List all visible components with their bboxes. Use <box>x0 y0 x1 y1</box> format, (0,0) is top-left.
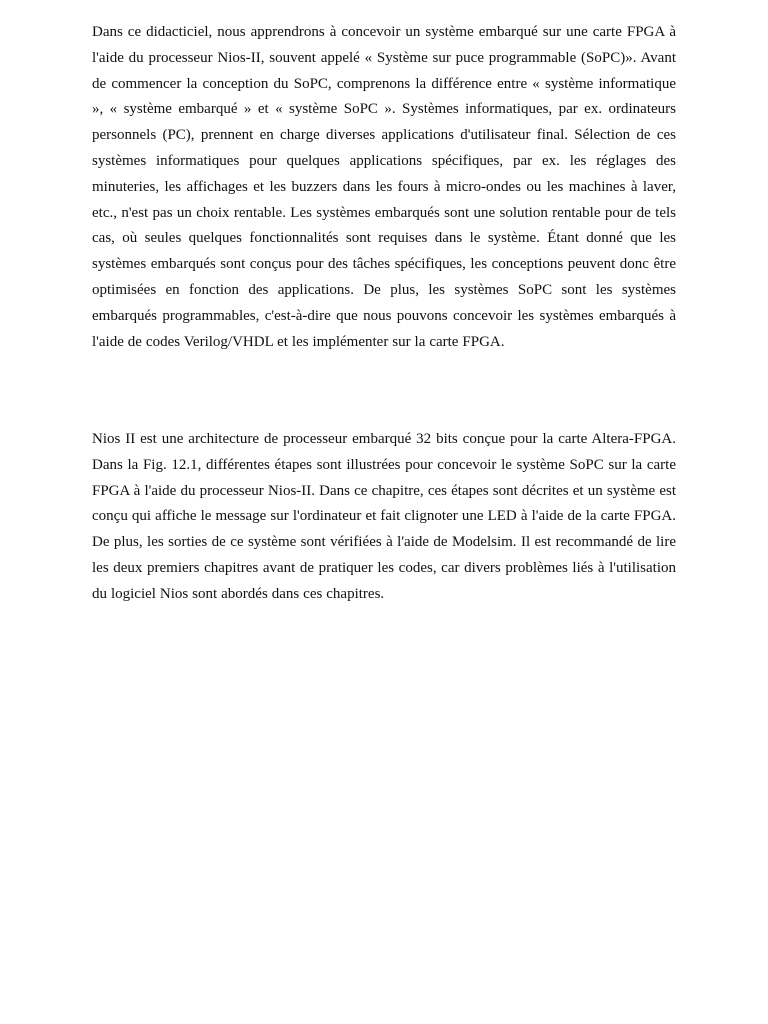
paragraph-nios-ii: Nios II est une architecture de processeur embarqué 32 bits conçue pour la carte Altera-FPGA. Dans la Fig. 12.1, différentes étapes sont illustrées pour concevoir le système SoPC sur la carte FPGA à l'aide du processeur Nios-II. Dans ce chapitre, ces étapes sont décrites et un système est conçu qui affiche le message sur l'ordinateur et fait clignoter une LED à l'aide de la carte FPGA. De plus, les sorties de ce système sont vérifiées à l'aide de Modelsim. Il est recommandé de lire les deux premiers chapitres avant de pratiquer les codes, car divers problèmes liés à l'utilisation du logiciel Nios sont abordés dans ces chapitres. <box>92 431 676 602</box>
paragraph-intro-sopc: Dans ce didacticiel, nous apprendrons à concevoir un système embarqué sur une carte FPGA à l'aide du processeur Nios-II, souvent appelé « Système sur puce programmable (SoPC)». Avant de commencer la conception du SoPC, comprenons la différence entre « système informatique », « système embarqué » et « système SoPC ». Systèmes informatiques, par ex. ordinateurs personnels (PC), prennent en charge diverses applications d'utilisateur final. Sélection de ces systèmes informatiques pour quelques applications spécifiques, par ex. les réglages des minuteries, les affichages et les buzzers dans les fours à micro-ondes ou les machines à laver, etc., n'est pas un choix rentable. Les systèmes embarqués sont une solution rentable pour de tels cas, où seules quelques fonctionnalités sont requises dans le système. Étant donné que les systèmes embarqués sont conçus pour des tâches spécifiques, les conceptions peuvent donc être optimisées en fonction des applications. De plus, les systèmes SoPC sont les systèmes embarqués programmables, c'est-à-dire que nous pouvons concevoir les systèmes embarqués à l'aide de codes Verilog/VHDL et les implémenter sur la carte FPGA. <box>92 24 676 350</box>
